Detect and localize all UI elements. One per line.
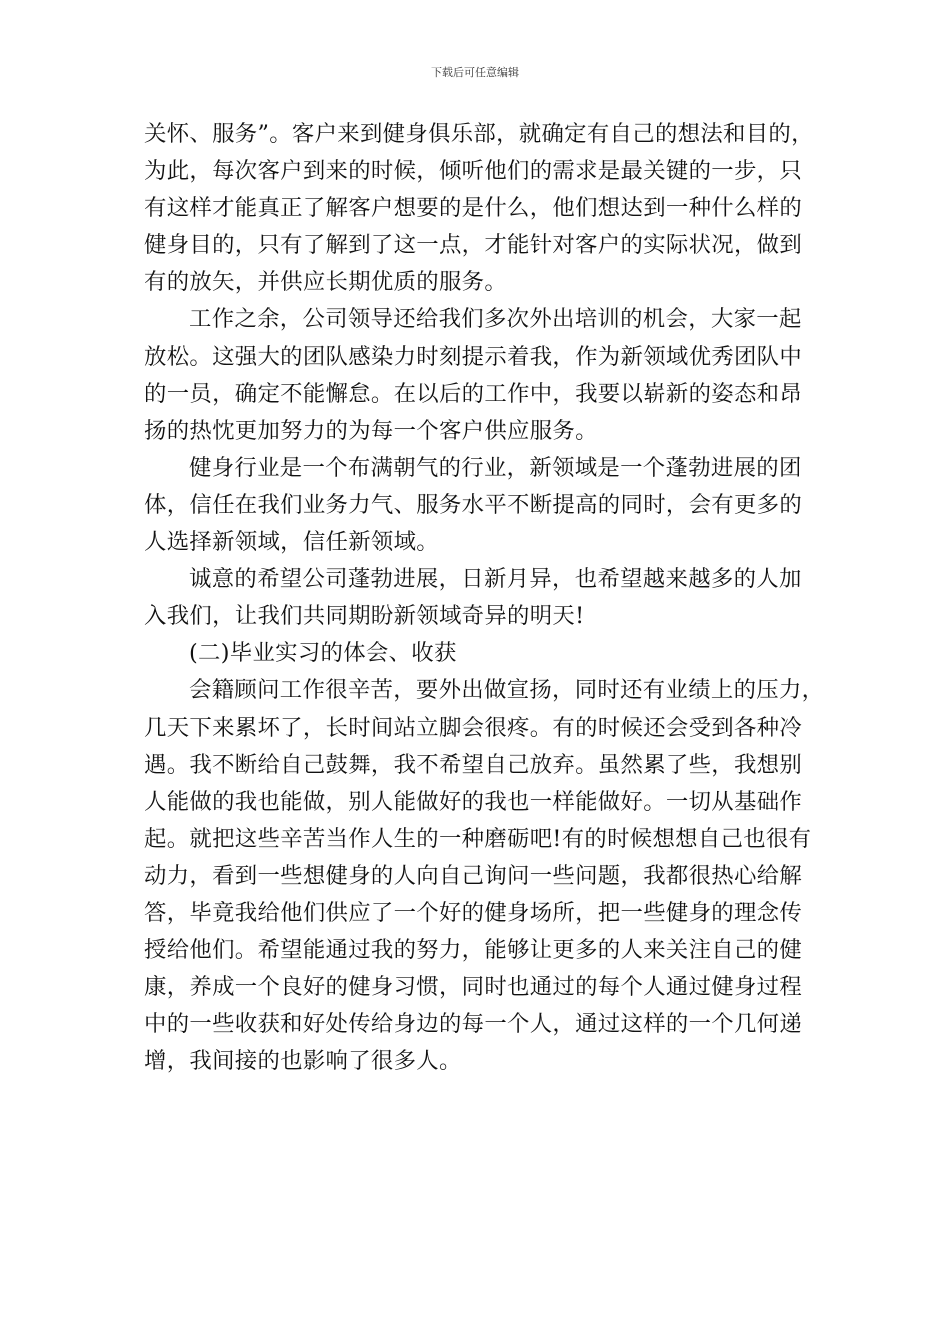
paragraph-start-line: 会籍顾问工作很辛苦，要外出做宣扬，同时还有业绩上的压力， — [189, 677, 825, 704]
document-body — [144, 116, 825, 1080]
text-line: 入我们，让我们共同期盼新领域奇异的明天! — [144, 603, 585, 630]
text-line: 关怀、服务”。客户来到健身俱乐部，就确定有自己的想法和目的， — [144, 121, 814, 147]
text-line: 遇。我不断给自己鼓舞，我不希望自己放弃。虽然累了些，我想别 — [144, 751, 803, 778]
text-line: 有这样才能真正了解客户想要的是什么，他们想达到一种什么样的 — [144, 195, 803, 222]
text-line: 人选择新领域，信任新领域。 — [144, 529, 439, 556]
text-line: 的一员，确定不能懈怠。在以后的工作中，我要以崭新的姿态和昂 — [144, 380, 803, 407]
text-line: 康，养成一个良好的健身习惯，同时也通过的每个人通过健身过程 — [144, 974, 803, 1001]
text-line: 答，毕竟我给他们供应了一个好的健身场所，把一些健身的理念传 — [144, 899, 803, 926]
text-line: 健身目的，只有了解到了这一点，才能针对客户的实际状况，做到 — [144, 232, 803, 259]
section-heading: (二)毕业实习的体会、收获 — [189, 640, 457, 667]
text-line: 放松。这强大的团队感染力时刻提示着我，作为新领域优秀团队中 — [144, 343, 803, 370]
text-line: 为此，每次客户到来的时候，倾听他们的需求是最关键的一步，只 — [144, 158, 803, 185]
text-line: 中的一些收获和好处传给身边的每一个人，通过这样的一个几何递 — [144, 1011, 803, 1038]
paragraph-start-line: 工作之余，公司领导还给我们多次外出培训的机会，大家一起 — [189, 306, 802, 333]
text-line: 有的放矢，并供应长期优质的服务。 — [144, 269, 508, 296]
text-line: 扬的热忱更加努力的为每一个客户供应服务。 — [144, 417, 598, 444]
text-line: 体，信任在我们业务力气、服务水平不断提高的同时，会有更多的 — [144, 491, 803, 518]
text-line: 动力，看到一些想健身的人向自己询问一些问题，我都很热心给解 — [144, 862, 803, 889]
page-header-note: 下载后可任意编辑 — [431, 66, 519, 79]
text-line: 授给他们。希望能通过我的努力，能够让更多的人来关注自己的健 — [144, 937, 803, 964]
paragraph-start-line: 健身行业是一个布满朝气的行业，新领域是一个蓬勃进展的团 — [189, 454, 802, 481]
text-line: 起。就把这些辛苦当作人生的一种磨砺吧!有的时候想想自己也很有 — [144, 825, 812, 852]
text-line: 人能做的我也能做，别人能做好的我也一样能做好。一切从基础作 — [144, 788, 803, 815]
text-line: 增，我间接的也影响了很多人。 — [144, 1048, 462, 1075]
text-line: 几天下来累坏了，长时间站立脚会很疼。有的时候还会受到各种冷 — [144, 714, 803, 741]
paragraph-start-line: 诚意的希望公司蓬勃进展，日新月异，也希望越来越多的人加 — [189, 566, 802, 593]
